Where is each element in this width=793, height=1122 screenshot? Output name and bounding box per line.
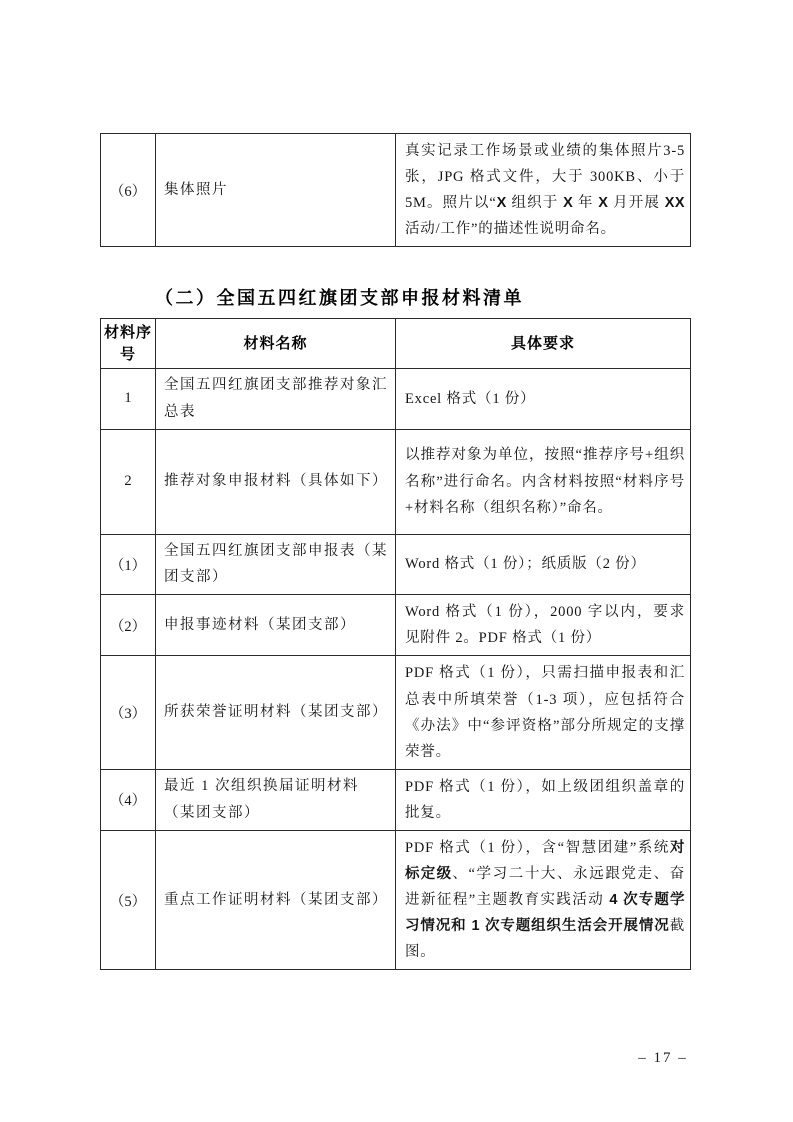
material-no-cell: （2） — [101, 595, 156, 656]
header-requirement: 具体要求 — [396, 319, 691, 369]
text-segment: PDF 格式（1 份），只需扫描申报表和汇总表中所填荣誉（1-3 项），应包括符合《办法》中“参评资格”部分所规定的支撑荣誉。 — [405, 665, 685, 760]
requirement-cell — [396, 369, 691, 430]
table-header-row — [101, 319, 691, 369]
text-segment: 4 次专题学习情况和 1 次专题组织生活会开展情况 — [405, 892, 686, 935]
material-no-cell: 1 — [101, 369, 156, 430]
page-number: – 17 – — [638, 1050, 688, 1066]
text-segment: 截图。 — [405, 918, 685, 961]
material-name-cell: 全国五四红旗团支部推荐对象汇总表 — [156, 369, 396, 430]
text-segment: Word 格式（1 份），2000 字以内，要求见附件 2。PDF 格式（1 份） — [405, 604, 685, 647]
text-segment: 年 — [573, 195, 599, 212]
text-segment: Word 格式（1 份）；纸质版（2 份） — [405, 556, 646, 573]
header-material-name: 材料名称 — [156, 319, 396, 369]
material-no-cell: （3） — [101, 656, 156, 769]
text-segment: X — [563, 195, 574, 212]
material-no-cell: （6） — [101, 134, 156, 247]
materials-table-fragment — [100, 133, 691, 247]
table-row — [101, 134, 691, 247]
requirement-cell — [396, 429, 691, 534]
text-segment: 对标定级 — [405, 840, 685, 883]
header-material-no: 材料序号 — [101, 319, 156, 369]
table-row — [101, 429, 691, 534]
material-name-cell: 所获荣誉证明材料（某团支部） — [156, 656, 396, 769]
materials-table — [100, 318, 691, 970]
material-no-cell: （4） — [101, 769, 156, 830]
material-no-cell: （1） — [101, 534, 156, 595]
text-segment: Excel 格式（1 份） — [405, 390, 536, 407]
section-title: （二）全国五四红旗团支部申报材料清单 — [155, 288, 524, 308]
text-segment: X — [496, 195, 507, 212]
requirement-cell — [396, 534, 691, 595]
material-no-cell: 2 — [101, 429, 156, 534]
material-name-cell: 全国五四红旗团支部申报表（某团支部） — [156, 534, 396, 595]
text-segment: 组织于 — [506, 195, 564, 212]
text-segment: 活动/工作”的描述性说明命名。 — [405, 221, 616, 238]
requirement-cell — [396, 595, 691, 656]
requirement-cell — [396, 656, 691, 769]
table-row — [101, 831, 691, 970]
requirement-cell — [396, 134, 691, 247]
text-segment: 真实记录工作场景或业绩的集体照片3-5 张，JPG 格式文件，大于 300KB、小于 5M。照片以“ — [405, 143, 685, 212]
text-segment: 月开展 — [608, 195, 665, 212]
requirement-cell — [396, 831, 691, 970]
text-segment: PDF 格式（1 份），含“智慧团建”系统 — [405, 840, 670, 856]
material-name-cell: 推荐对象申报材料（具体如下） — [156, 429, 396, 534]
requirement-cell — [396, 769, 691, 830]
text-segment: XX — [664, 195, 686, 212]
table-row — [101, 769, 691, 830]
table-row — [101, 595, 691, 656]
text-segment: PDF 格式（1 份），如上级团组织盖章的批复。 — [405, 778, 685, 821]
material-name-cell: 重点工作证明材料（某团支部） — [156, 831, 396, 970]
material-name-cell: 申报事迹材料（某团支部） — [156, 595, 396, 656]
table-row — [101, 656, 691, 769]
text-segment: 、“学习二十大、永远跟党走、奋进新征程”主题教育实践活动 — [405, 866, 686, 909]
text-segment: 以推荐对象为单位，按照“推荐序号+组织名称”进行命名。内含材料按照“材料序号+材料名称（组织名称）”命名。 — [405, 447, 685, 516]
table-row — [101, 534, 691, 595]
text-segment: X — [598, 195, 609, 212]
material-name-cell: 集体照片 — [156, 134, 396, 247]
table-row — [101, 369, 691, 430]
material-name-cell: 最近 1 次组织换届证明材料（某团支部） — [156, 769, 396, 830]
material-no-cell: （5） — [101, 831, 156, 970]
